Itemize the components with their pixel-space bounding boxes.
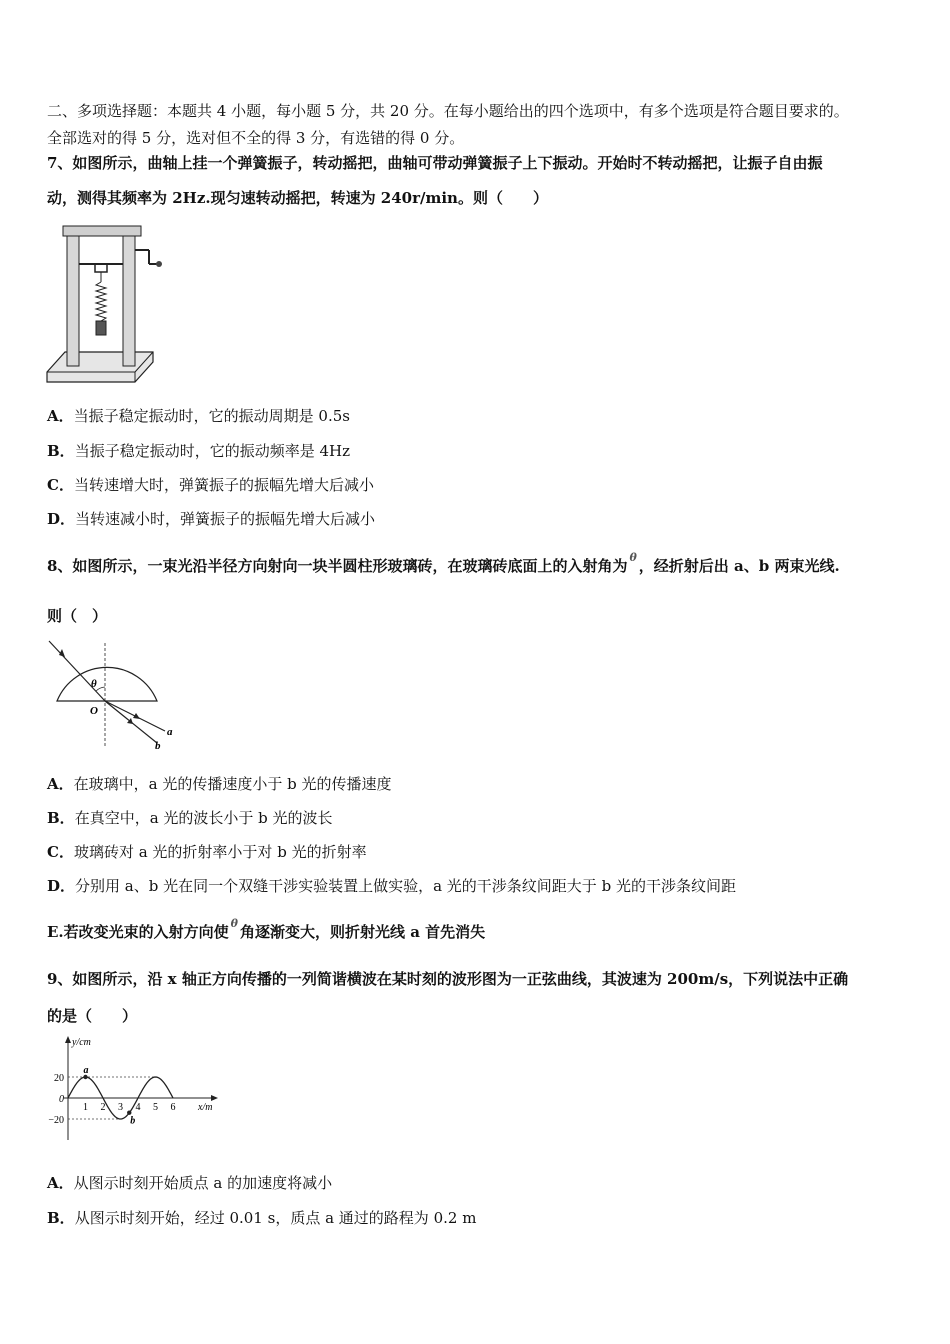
- q8-option-c[interactable]: [47, 842, 367, 862]
- q9-stem-2: 的是（ ）: [47, 1007, 138, 1025]
- x-tick-label: 1: [83, 1102, 88, 1113]
- option-label: C．: [47, 843, 74, 861]
- q7-option-a[interactable]: [47, 406, 350, 426]
- option-text: 玻璃砖对 a 光的折射率小于对 b 光的折射率: [73, 843, 367, 861]
- figure-theta-label: θ: [91, 678, 97, 690]
- option-label: C．: [47, 476, 74, 494]
- option-text: 分别用 a、b 光在同一个双缝干涉实验装置上做实验，a 光的干涉条纹间距大于 b 光的干涉条纹间距: [75, 877, 736, 895]
- option-text: 在玻璃中，a 光的传播速度小于 b 光的传播速度: [73, 775, 392, 793]
- q9-option-a[interactable]: [47, 1173, 332, 1193]
- option-text: 从图示时刻开始质点 a 的加速度将减小: [73, 1174, 333, 1192]
- figure-origin-label: O: [90, 705, 98, 717]
- wave-point-label: a: [83, 1065, 89, 1076]
- q7-stem-2: 动，测得其频率为 2Hz.现匀速转动摇把，转速为 240r/min。则（ ）: [47, 189, 548, 207]
- q9-option-b[interactable]: [47, 1208, 476, 1228]
- wave-point-b: [127, 1111, 131, 1115]
- option-text: 从图示时刻开始，经过 0.01 s，质点 a 通过的路程为 0.2 m: [74, 1209, 477, 1227]
- y-tick-label: 0: [59, 1094, 64, 1105]
- x-tick-label: 4: [135, 1102, 141, 1113]
- q8-stem-1a: 8、如图所示，一束光沿半径方向射向一块半圆柱形玻璃砖，在玻璃砖底面上的入射角为: [47, 557, 628, 575]
- x-axis-arrow: [211, 1095, 218, 1101]
- section-line-2: 全部选对的得 5 分，选对但不全的得 3 分，有选错的得 0 分。: [47, 129, 465, 147]
- q8-stem-1: [47, 551, 840, 578]
- x-tick-label: 2: [100, 1102, 106, 1113]
- option-label: A．: [47, 775, 74, 793]
- x-tick-label: 6: [170, 1102, 176, 1113]
- q7-option-b[interactable]: [47, 441, 350, 461]
- x-tick-label: 3: [118, 1102, 123, 1113]
- q8-option-d[interactable]: [47, 876, 736, 896]
- q8-stem-2: 则（ ）: [47, 607, 108, 625]
- option-label: A．: [47, 1174, 74, 1192]
- q9-wave-chart: [40, 1034, 230, 1144]
- option-text: 当振子稳定振动时，它的振动频率是 4Hz: [74, 442, 350, 460]
- q9-stem-1: 9、如图所示，沿 x 轴正方向传播的一列简谐横波在某时刻的波形图为一正弦曲线，其波速为 200m/s，下列说法中正确: [47, 970, 849, 988]
- theta-symbol: θ: [629, 551, 637, 564]
- x-tick-label: 5: [153, 1102, 158, 1113]
- q7-option-d[interactable]: [47, 509, 375, 529]
- theta-symbol: θ: [230, 917, 239, 930]
- option-label: A．: [47, 407, 74, 425]
- q8-stem-1b: ，经折射后出 a、b 两束光线.: [638, 557, 840, 575]
- q7-stem-1: 7、如图所示，曲轴上挂一个弹簧振子，转动摇把，曲轴可带动弹簧振子上下振动。开始时不转动摇把，让振子自由振: [47, 154, 823, 172]
- wave-point-label: b: [130, 1115, 136, 1127]
- y-tick-label: −20: [48, 1115, 64, 1126]
- option-text: 当振子稳定振动时，它的振动周期是 0.5s: [73, 407, 350, 425]
- q8-option-a[interactable]: [47, 774, 392, 794]
- option-text: 当转速增大时，弹簧振子的振幅先增大后减小: [73, 476, 374, 494]
- q7-figure-crank-spring: [45, 222, 165, 384]
- q8-figure-semicircle-glass: [45, 635, 185, 753]
- option-text: 当转速减小时，弹簧振子的振幅先增大后减小: [75, 510, 376, 528]
- option-e-text-1: E.若改变光束的入射方向使: [47, 923, 229, 941]
- y-tick-label: 20: [54, 1073, 64, 1084]
- q8-option-b[interactable]: [47, 808, 333, 828]
- option-label: D．: [47, 877, 76, 895]
- figure-ray-b-label: b: [155, 740, 161, 752]
- option-text: 在真空中，a 光的波长小于 b 光的波长: [74, 809, 333, 827]
- option-label: D．: [47, 510, 76, 528]
- option-e-text-2: 角逐渐变大，则折射光线 a 首先消失: [240, 923, 486, 941]
- figure-ray-a-label: a: [167, 726, 173, 738]
- y-axis-label: y/cm: [72, 1037, 91, 1048]
- option-label: B．: [47, 442, 75, 460]
- y-axis-arrow: [65, 1036, 71, 1043]
- q7-option-c[interactable]: [47, 475, 374, 495]
- option-label: B．: [47, 809, 75, 827]
- x-axis-label: x/m: [198, 1102, 213, 1113]
- option-label: B．: [47, 1209, 75, 1227]
- q8-option-e[interactable]: [47, 917, 486, 944]
- section-line-1: 二、多项选择题：本题共 4 小题，每小题 5 分，共 20 分。在每小题给出的四个选项中，有多个选项是符合题目要求的。: [47, 102, 849, 120]
